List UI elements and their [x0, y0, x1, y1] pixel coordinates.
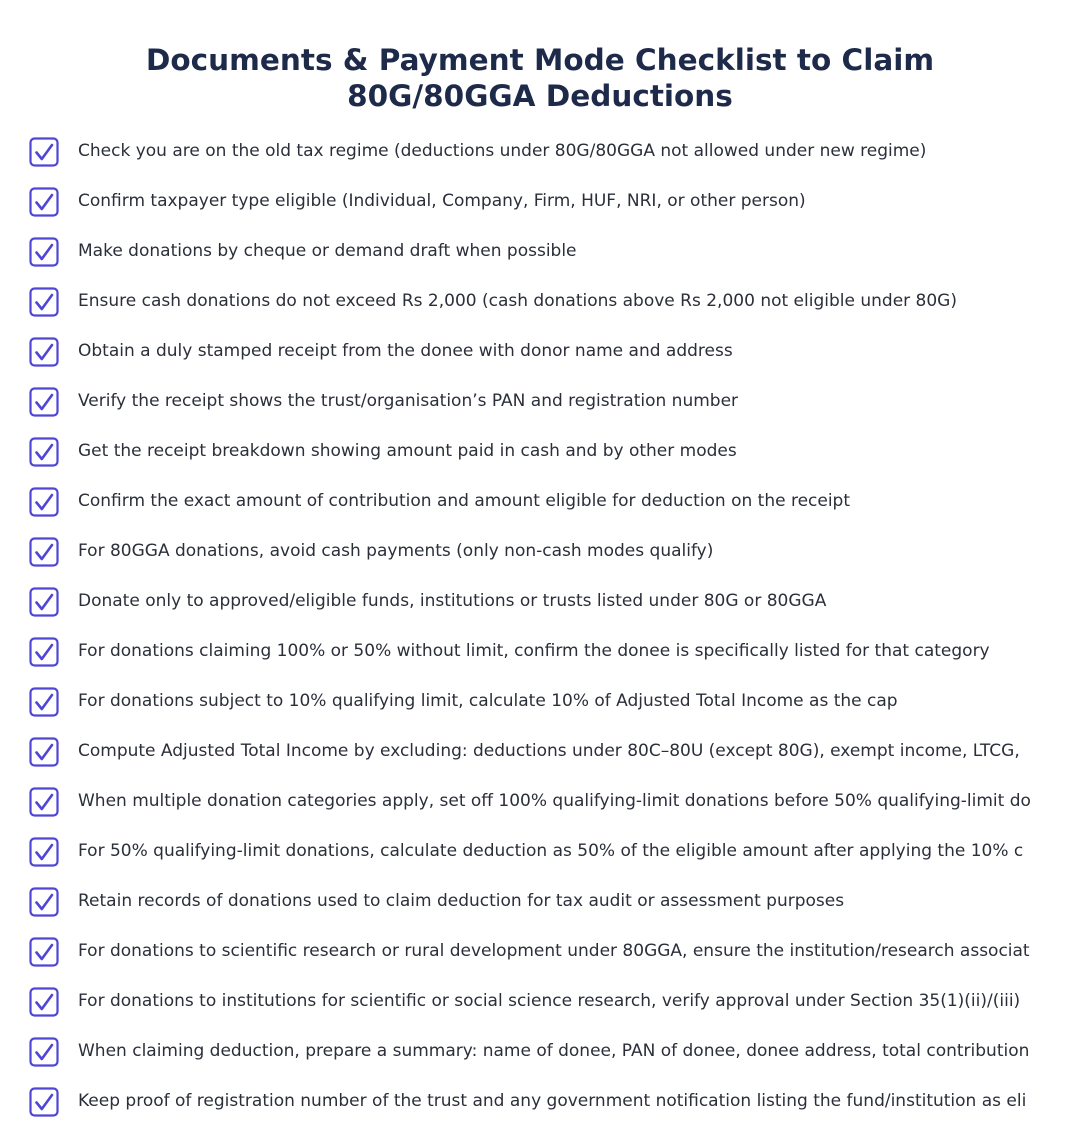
- checked-box-icon[interactable]: [29, 1087, 59, 1117]
- checklist-item-label: Donate only to approved/eligible funds, institutions or trusts listed under 80G or 80GGA: [78, 591, 827, 611]
- checked-box-icon[interactable]: [29, 937, 59, 967]
- checked-box-icon[interactable]: [29, 837, 59, 867]
- checklist-item: [0, 727, 1080, 777]
- page-title: [0, 42, 1080, 114]
- checklist-item-label: Keep proof of registration number of the trust and any government notification listing the fund/institution as eli: [78, 1091, 1027, 1111]
- checklist-item: [0, 177, 1080, 227]
- checklist-item: [0, 227, 1080, 277]
- checklist-item: [0, 1077, 1080, 1127]
- checklist-item: [0, 327, 1080, 377]
- checklist-item: [0, 427, 1080, 477]
- checklist-item-label: When claiming deduction, prepare a summary: name of donee, PAN of donee, donee address, total contribution: [78, 1041, 1030, 1061]
- checklist-item: [0, 977, 1080, 1027]
- checked-box-icon[interactable]: [29, 987, 59, 1017]
- checklist: [0, 127, 1080, 1127]
- checklist-item-label: Obtain a duly stamped receipt from the donee with donor name and address: [78, 341, 733, 361]
- checked-box-icon[interactable]: [29, 487, 59, 517]
- checklist-item: [0, 577, 1080, 627]
- checked-box-icon[interactable]: [29, 737, 59, 767]
- checklist-item: [0, 377, 1080, 427]
- checklist-item: [0, 777, 1080, 827]
- checklist-item: [0, 527, 1080, 577]
- checklist-item-label: Verify the receipt shows the trust/organisation’s PAN and registration number: [78, 391, 739, 411]
- checklist-item-label: For donations to scientific research or rural development under 80GGA, ensure the institution/research associat: [78, 941, 1030, 961]
- checklist-item-label: Confirm taxpayer type eligible (Individual, Company, Firm, HUF, NRI, or other person): [78, 191, 806, 211]
- checklist-item: [0, 627, 1080, 677]
- page-title-line-1: Documents & Payment Mode Checklist to Claim: [145, 42, 935, 77]
- checklist-item-label: When multiple donation categories apply, set off 100% qualifying-limit donations before 50% qualifying-limit do: [78, 791, 1031, 811]
- checklist-item-label: Make donations by cheque or demand draft when possible: [78, 241, 577, 261]
- checklist-item-label: Ensure cash donations do not exceed Rs 2,000 (cash donations above Rs 2,000 not eligible under 80G): [78, 291, 957, 311]
- checklist-item: [0, 827, 1080, 877]
- checklist-item-label: For donations to institutions for scientific or social science research, verify approval under Section 35(1)(ii)/(iii): [78, 991, 1021, 1011]
- checked-box-icon[interactable]: [29, 687, 59, 717]
- checked-box-icon[interactable]: [29, 537, 59, 567]
- checked-box-icon[interactable]: [29, 587, 59, 617]
- checklist-item-label: For donations subject to 10% qualifying limit, calculate 10% of Adjusted Total Income as the cap: [78, 691, 898, 711]
- checklist-item: [0, 677, 1080, 727]
- page-title-line-2: 80G/80GGA Deductions: [347, 78, 733, 113]
- checklist-item-label: For 50% qualifying-limit donations, calculate deduction as 50% of the eligible amount after applying the 10% c: [78, 841, 1024, 861]
- checked-box-icon[interactable]: [29, 187, 59, 217]
- checked-box-icon[interactable]: [29, 1037, 59, 1067]
- checked-box-icon[interactable]: [29, 887, 59, 917]
- checked-box-icon[interactable]: [29, 337, 59, 367]
- checked-box-icon[interactable]: [29, 137, 59, 167]
- checklist-item: [0, 127, 1080, 177]
- checklist-item-label: Get the receipt breakdown showing amount paid in cash and by other modes: [78, 441, 737, 461]
- checked-box-icon[interactable]: [29, 787, 59, 817]
- checked-box-icon[interactable]: [29, 437, 59, 467]
- checklist-item-label: For donations claiming 100% or 50% without limit, confirm the donee is specifically listed for that category: [78, 641, 990, 661]
- checklist-item-label: Check you are on the old tax regime (deductions under 80G/80GGA not allowed under new regime): [78, 141, 927, 161]
- checked-box-icon[interactable]: [29, 287, 59, 317]
- checked-box-icon[interactable]: [29, 637, 59, 667]
- checklist-item-label: Compute Adjusted Total Income by excluding: deductions under 80C–80U (except 80G), exempt income, LTCG,: [78, 741, 1020, 761]
- checklist-item: [0, 877, 1080, 927]
- checklist-item-label: For 80GGA donations, avoid cash payments (only non-cash modes qualify): [78, 541, 714, 561]
- checked-box-icon[interactable]: [29, 387, 59, 417]
- checklist-item: [0, 477, 1080, 527]
- checklist-item: [0, 1027, 1080, 1077]
- checklist-item-label: Confirm the exact amount of contribution and amount eligible for deduction on the receipt: [78, 491, 851, 511]
- checklist-item: [0, 277, 1080, 327]
- checklist-item: [0, 927, 1080, 977]
- checklist-item-label: Retain records of donations used to claim deduction for tax audit or assessment purposes: [78, 891, 845, 911]
- checked-box-icon[interactable]: [29, 237, 59, 267]
